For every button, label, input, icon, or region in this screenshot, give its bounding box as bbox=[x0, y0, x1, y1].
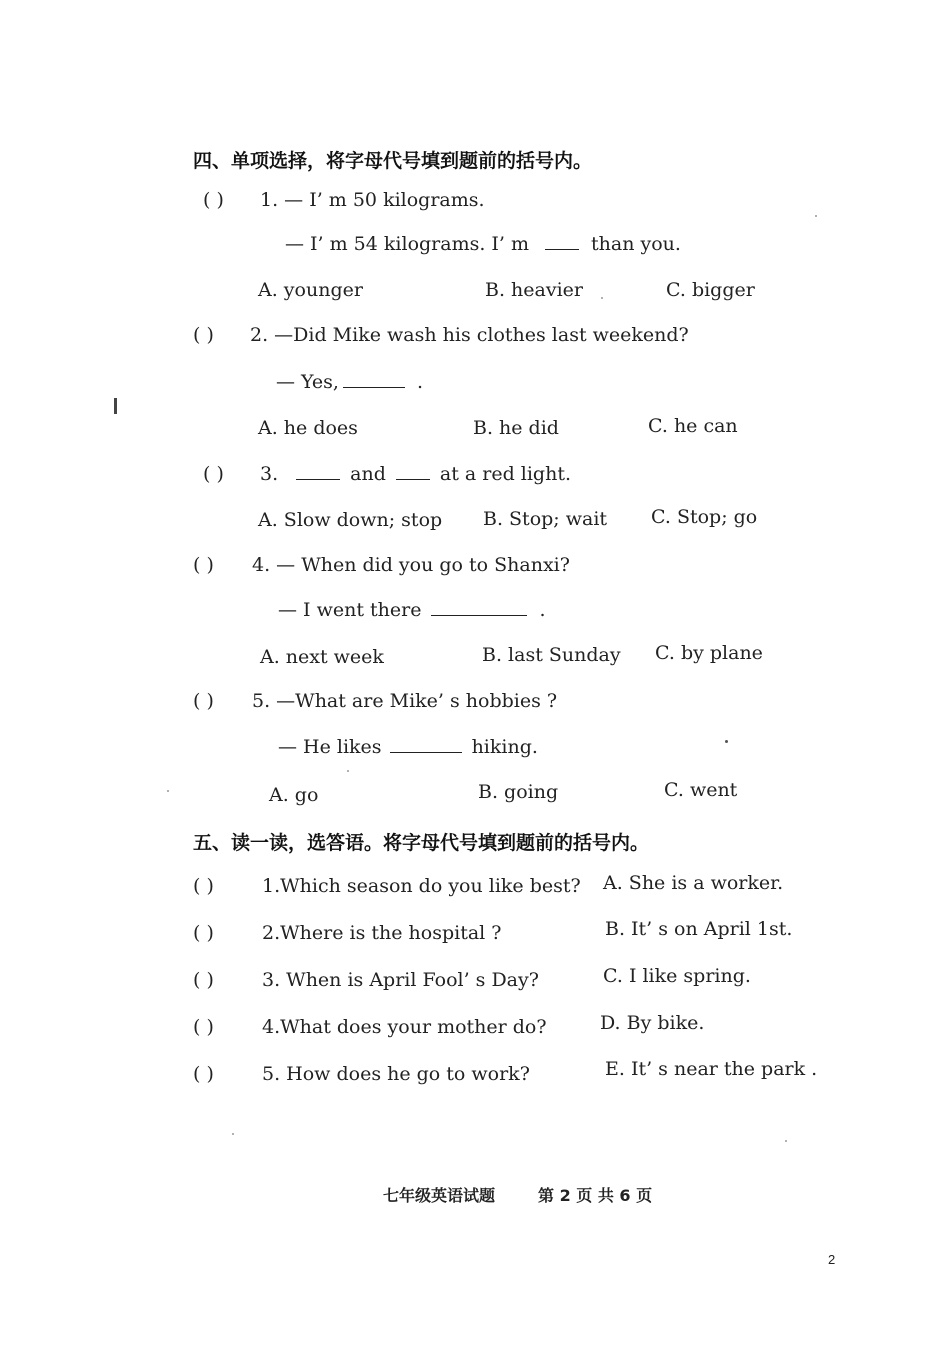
s5-item-1-question: 1.Which season do you like best? bbox=[262, 875, 581, 897]
s5-answer-a: A. She is a worker. bbox=[603, 872, 784, 894]
page-number: 2 bbox=[828, 1252, 836, 1267]
q5-option-b: B. going bbox=[478, 781, 559, 803]
q5-line2 bbox=[278, 736, 538, 758]
s5-answer-b: B. It’ s on April 1st. bbox=[605, 918, 793, 940]
s5-answer-d: D. By bike. bbox=[600, 1012, 705, 1034]
s5-answer-c: C. I like spring. bbox=[603, 965, 751, 987]
q2-line2-end: . bbox=[416, 371, 424, 393]
q5-bracket: ( ) bbox=[193, 690, 214, 712]
s5-item-4-question: 4.What does your mother do? bbox=[262, 1016, 547, 1038]
q5-answer-blank bbox=[390, 751, 462, 753]
q3-bracket: ( ) bbox=[203, 463, 224, 485]
s5-item-2-question: 2.Where is the hospital ? bbox=[262, 922, 502, 944]
q1-line2-end: than you. bbox=[591, 233, 681, 255]
q4-line2-end: . bbox=[539, 599, 546, 621]
q4-bracket: ( ) bbox=[193, 554, 214, 576]
q4-option-c: C. by plane bbox=[655, 642, 763, 664]
footer-page-info: 第 2 页 共 6 页 bbox=[538, 1186, 653, 1205]
q1-option-c: C. bigger bbox=[666, 279, 755, 301]
q2-answer-blank bbox=[343, 386, 405, 388]
scan-speck bbox=[347, 770, 349, 772]
s5-item-3-question: 3. When is April Fool’ s Day? bbox=[262, 969, 539, 991]
q1-answer-blank bbox=[545, 248, 579, 250]
q3-line1-end: at a red light. bbox=[439, 463, 572, 485]
q1-line2 bbox=[285, 233, 681, 255]
q3-and: and bbox=[350, 463, 386, 485]
s5-item-5-bracket: ( ) bbox=[193, 1063, 214, 1085]
section-4-heading: 四、单项选择，将字母代号填到题前的括号内。 bbox=[193, 150, 593, 172]
scan-speck bbox=[601, 297, 603, 299]
scan-speck bbox=[167, 790, 169, 792]
q2-line2 bbox=[276, 371, 423, 393]
s5-item-4-bracket: ( ) bbox=[193, 1016, 214, 1038]
q4-option-a: A. next week bbox=[260, 646, 384, 668]
q3-option-a: A. Slow down; stop bbox=[258, 509, 443, 531]
q2-option-c: C. he can bbox=[648, 415, 738, 437]
q2-line1: 2. —Did Mike wash his clothes last weekend? bbox=[250, 324, 689, 346]
q4-answer-blank bbox=[431, 614, 527, 616]
q4-line2-start: — I went there bbox=[278, 599, 422, 621]
q1-line1: 1. — I’ m 50 kilograms. bbox=[260, 189, 485, 211]
s5-item-5-question: 5. How does he go to work? bbox=[262, 1063, 530, 1085]
q3-option-b: B. Stop; wait bbox=[483, 508, 608, 530]
q3-number: 3. bbox=[260, 463, 279, 485]
s5-item-3-bracket: ( ) bbox=[193, 969, 214, 991]
q5-line2-start: — He likes bbox=[278, 736, 382, 758]
q4-line2 bbox=[278, 599, 546, 621]
q3-blank-1 bbox=[296, 478, 340, 480]
q2-option-b: B. he did bbox=[473, 417, 559, 439]
scan-mark bbox=[114, 398, 117, 414]
q5-option-c: C. went bbox=[664, 779, 738, 801]
s5-answer-e: E. It’ s near the park . bbox=[605, 1058, 818, 1080]
q5-option-a: A. go bbox=[269, 784, 319, 806]
s5-item-2-bracket: ( ) bbox=[193, 922, 214, 944]
scan-speck bbox=[725, 740, 728, 743]
s5-item-1-bracket: ( ) bbox=[193, 875, 214, 897]
q3-option-c: C. Stop; go bbox=[651, 506, 758, 528]
scan-speck bbox=[232, 1133, 234, 1135]
q1-line2-start: — I’ m 54 kilograms. I’ m bbox=[285, 233, 530, 255]
scan-speck bbox=[815, 215, 817, 217]
q4-option-b: B. last Sunday bbox=[482, 644, 621, 666]
q4-line1: 4. — When did you go to Shanxi? bbox=[252, 554, 570, 576]
q5-line1: 5. —What are Mike’ s hobbies ? bbox=[252, 690, 558, 712]
footer-exam-title: 七年级英语试题 bbox=[383, 1186, 496, 1205]
q2-bracket: ( ) bbox=[193, 324, 214, 346]
q3-line1 bbox=[260, 463, 571, 485]
q2-option-a: A. he does bbox=[258, 417, 358, 439]
scan-speck bbox=[785, 1140, 787, 1142]
q1-option-a: A. younger bbox=[258, 279, 363, 301]
q1-option-b: B. heavier bbox=[485, 279, 583, 301]
q3-blank-2 bbox=[396, 478, 430, 480]
section-5-heading: 五、读一读，选答语。将字母代号填到题前的括号内。 bbox=[193, 832, 650, 854]
q2-line2-start: — Yes, bbox=[276, 371, 339, 393]
q5-line2-end: hiking. bbox=[471, 736, 538, 758]
q1-bracket: ( ) bbox=[203, 189, 224, 211]
